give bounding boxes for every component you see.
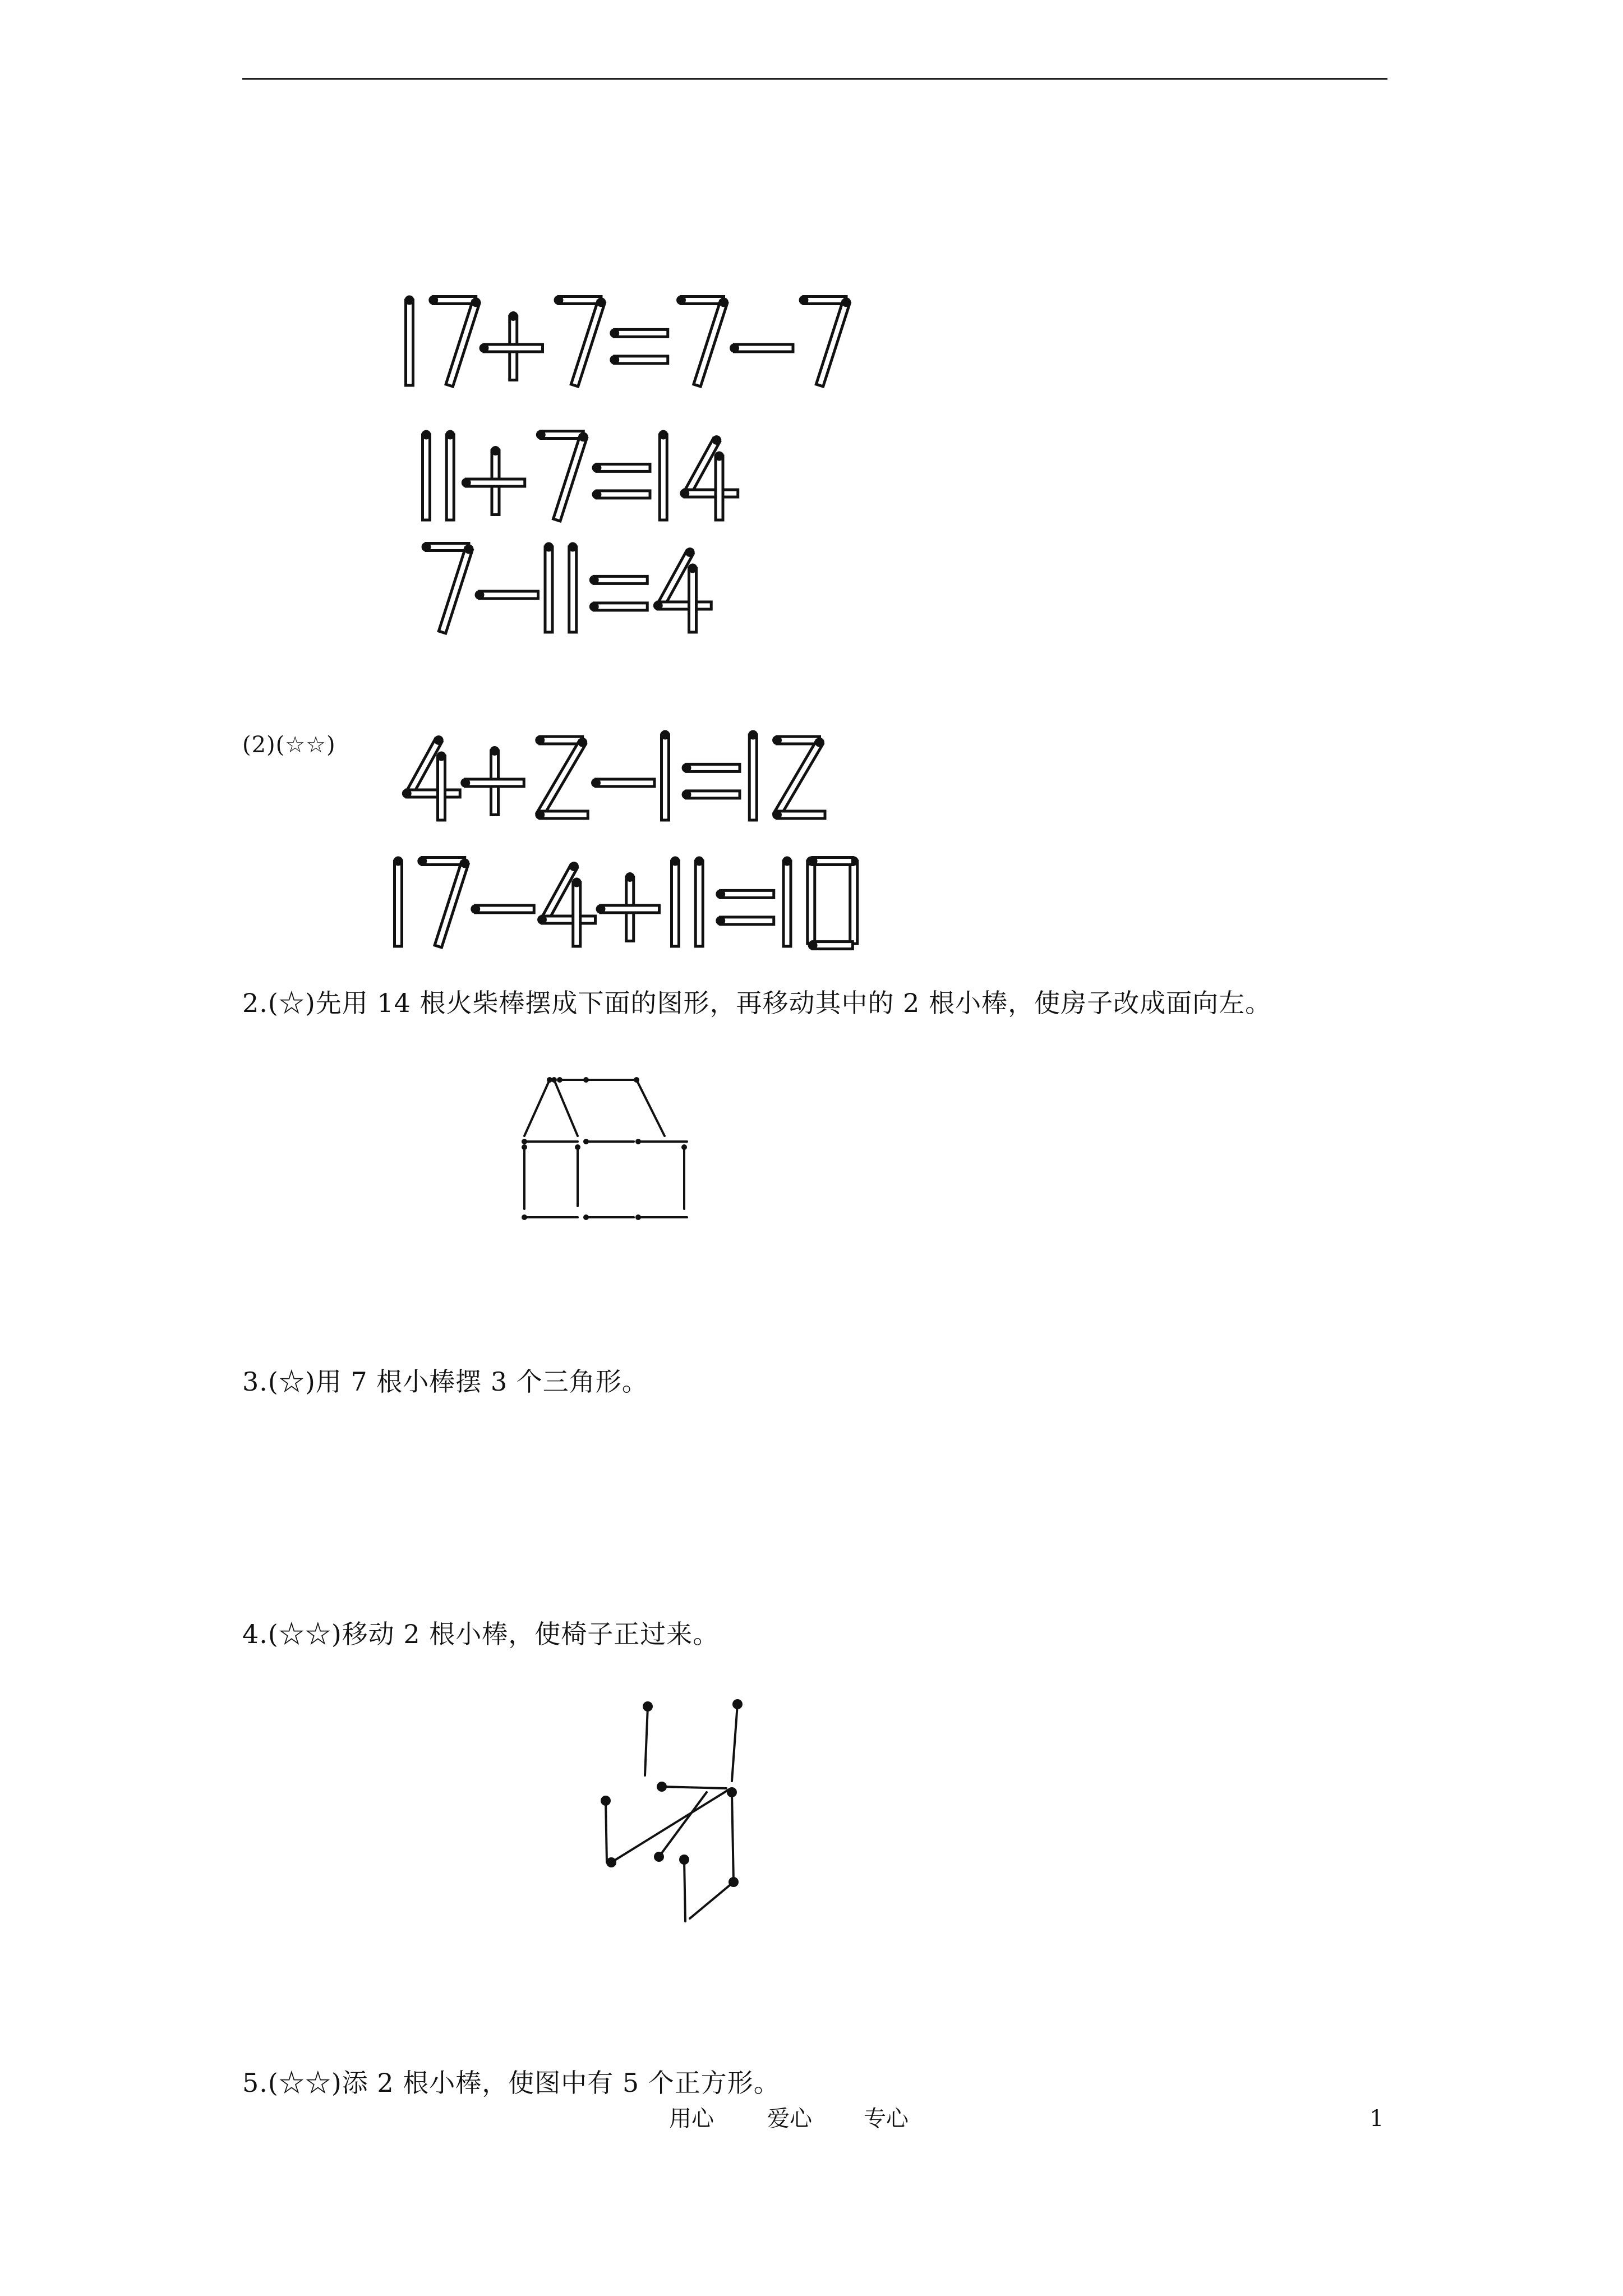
question-2: 2.(☆)先用 14 根火柴棒摆成下面的图形，再移动其中的 2 根小棒，使房子改成面向左。 <box>242 988 1272 1018</box>
matchstick <box>682 790 740 799</box>
matchstick-equations-group-2 <box>387 712 920 959</box>
matchstick <box>693 296 730 386</box>
matchstick <box>544 542 554 632</box>
matchstick-house-figure <box>516 1071 723 1240</box>
question-3: 3.(☆)用 7 根小棒摆 3 个三角形。 <box>242 1366 648 1397</box>
matchstick <box>568 542 578 632</box>
matchstick <box>849 857 859 944</box>
matchstick-equation <box>422 430 738 522</box>
matchstick <box>799 296 846 305</box>
matchstick <box>402 789 460 798</box>
matchstick <box>782 857 792 946</box>
matchstick <box>730 343 793 353</box>
matchstick <box>773 736 826 817</box>
matchstick <box>405 296 414 385</box>
matchstick <box>536 430 583 440</box>
chair-sticks <box>601 1699 743 1921</box>
matchstick-equation <box>394 857 859 950</box>
matchstick <box>806 857 816 944</box>
matchstick <box>589 602 647 611</box>
matchstick <box>552 431 589 521</box>
matchstick <box>422 542 469 552</box>
matchstick <box>394 857 403 946</box>
matchstick <box>815 296 852 386</box>
matchstick <box>694 857 704 946</box>
matchstick <box>437 543 474 633</box>
matchstick <box>437 752 446 820</box>
matchstick <box>475 590 538 600</box>
matchstick <box>808 941 853 950</box>
matchstick <box>676 296 723 305</box>
matchstick <box>610 328 667 338</box>
matchstick <box>422 430 431 520</box>
matchstick <box>714 452 724 520</box>
header-rule <box>242 78 1387 80</box>
matchstick <box>462 478 525 487</box>
matchstick <box>716 916 773 926</box>
matchstick <box>682 763 740 772</box>
matchstick <box>479 343 543 353</box>
matchstick <box>434 857 471 947</box>
matchstick <box>460 778 524 788</box>
matchstick <box>610 355 667 365</box>
matchstick <box>653 601 711 610</box>
matchstick <box>808 857 853 866</box>
matchstick <box>572 878 582 946</box>
matchstick <box>570 296 607 386</box>
footer-motto-1: 用心 <box>669 2106 714 2132</box>
matchstick <box>589 575 647 585</box>
matchstick <box>658 430 668 520</box>
matchstick <box>596 904 660 914</box>
matchstick <box>535 810 588 820</box>
matchstick <box>591 778 654 788</box>
footer-motto-3: 专心 <box>864 2106 909 2132</box>
matchstick <box>535 735 582 745</box>
matchstick <box>592 490 650 499</box>
matchstick <box>772 810 825 820</box>
matchstick <box>471 904 534 914</box>
page-number: 1 <box>1370 2106 1384 2132</box>
matchstick <box>748 730 758 820</box>
matchstick-equation <box>405 296 852 387</box>
group-2-label: (2)(☆☆) <box>242 732 336 758</box>
matchstick-equation <box>422 542 712 634</box>
matchstick <box>445 296 482 386</box>
matchstick <box>536 736 589 817</box>
matchstick-chair-figure <box>594 1694 763 1935</box>
matchstick <box>772 735 819 745</box>
matchstick-equation <box>402 730 826 820</box>
matchstick <box>554 296 601 305</box>
matchstick <box>445 430 455 520</box>
matchstick <box>671 857 680 946</box>
footer-motto-2: 爱心 <box>767 2106 812 2132</box>
house-sticks <box>522 1077 687 1220</box>
matchstick <box>680 489 737 498</box>
matchstick <box>688 564 698 632</box>
matchstick <box>428 296 476 305</box>
matchstick <box>537 915 595 924</box>
matchstick <box>661 730 670 820</box>
matchstick <box>592 463 650 472</box>
matchstick-equations-group-1 <box>387 280 920 645</box>
matchstick <box>417 857 464 866</box>
question-4: 4.(☆☆)移动 2 根小棒，使椅子正过来。 <box>242 1619 720 1649</box>
matchstick <box>716 889 773 899</box>
question-5: 5.(☆☆)添 2 根小棒，使图中有 5 个正方形。 <box>242 2068 780 2098</box>
